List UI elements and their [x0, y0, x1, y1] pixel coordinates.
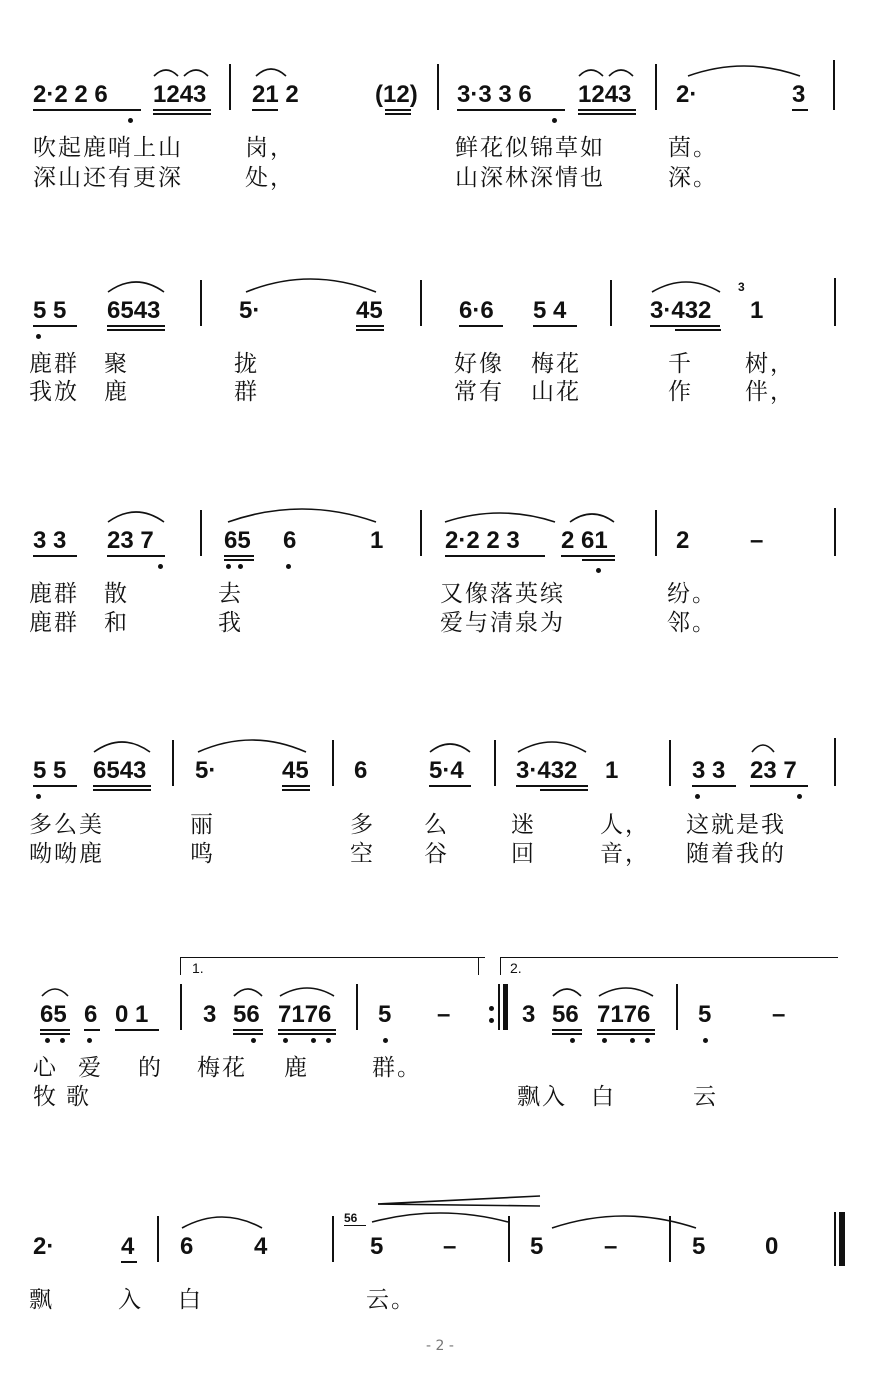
slur — [599, 988, 653, 996]
slur — [372, 1213, 508, 1222]
volta-label: 2. — [510, 960, 522, 976]
lyric-verse2: 鹿群 — [29, 610, 79, 636]
note-group: 45 — [282, 757, 309, 784]
note-group: 6543 — [107, 297, 161, 324]
note-group: 23 7 — [107, 527, 154, 554]
note-group: 5 — [698, 1001, 712, 1028]
hairpin — [378, 1196, 540, 1204]
lyric-verse1: 吹起鹿哨上山 — [33, 135, 183, 161]
page-number: - 2 - — [426, 1338, 454, 1354]
note-group: 56 — [552, 1001, 579, 1028]
slur — [154, 70, 178, 76]
slur — [552, 1216, 696, 1228]
lyric-verse1: 好像 — [454, 351, 504, 377]
note-group: 4 — [121, 1233, 135, 1260]
lyric-verse1: 飘 — [29, 1287, 54, 1313]
note-group: 2 61 — [561, 527, 608, 554]
note-group: 1 — [750, 297, 764, 324]
lyric-verse2: 山花 — [531, 379, 581, 405]
lyric-verse2: 白 — [591, 1084, 616, 1110]
lyric-verse1: 茵。 — [668, 135, 718, 161]
lyric-verse1: 入 — [118, 1287, 143, 1313]
measure-number: (12) — [375, 81, 418, 108]
slur — [42, 989, 68, 996]
lyric-verse2: 空 — [350, 841, 375, 867]
note-group: 45 — [356, 297, 383, 324]
lyric-verse1: 又像落英缤 — [440, 581, 565, 607]
lyric-verse1: 云。 — [366, 1287, 416, 1313]
slur — [518, 742, 586, 752]
lyric-verse1: 的 — [138, 1055, 163, 1081]
lyric-verse1: 白 — [178, 1287, 203, 1313]
lyric-verse1: 迷 — [511, 812, 536, 838]
lyric-verse1: 纷。 — [667, 581, 717, 607]
lyric-verse1: 聚 — [104, 351, 129, 377]
slur — [688, 66, 800, 76]
note-group: 1243 — [153, 81, 207, 108]
lyric-verse2: 我放 — [29, 379, 79, 405]
slur — [234, 989, 262, 996]
lyric-verse1: 心 — [33, 1055, 58, 1081]
slur — [579, 70, 603, 76]
lyric-verse2: 山深林深情也 — [455, 165, 605, 191]
hairpin — [378, 1204, 540, 1206]
lyric-verse2: 谷 — [424, 841, 449, 867]
note-group: 56 — [233, 1001, 260, 1028]
note-group: 5 — [692, 1233, 706, 1260]
lyric-verse1: 鹿 — [284, 1055, 309, 1081]
lyric-verse1: 拢 — [234, 351, 259, 377]
lyric-verse2: 深山还有更深 — [33, 165, 183, 191]
lyric-verse2: 音， — [600, 841, 650, 867]
slur — [184, 70, 208, 76]
note-group: 6 — [84, 1001, 98, 1028]
grace-note: 3 — [738, 280, 745, 294]
slur — [752, 745, 774, 752]
note-group: 6 — [354, 757, 368, 784]
lyric-verse2: 深。 — [668, 165, 718, 191]
lyric-verse1: 么 — [424, 812, 449, 838]
slur — [256, 69, 286, 76]
lyric-verse1: 鲜花似锦草如 — [455, 135, 605, 161]
note-group: 0 — [765, 1233, 779, 1260]
lyric-verse2: 伴， — [745, 379, 795, 405]
lyric-verse1: 多么美 — [29, 812, 104, 838]
lyric-verse1: 梅花 — [531, 351, 581, 377]
slur — [652, 282, 720, 292]
lyric-verse2: 随着我的 — [686, 841, 786, 867]
lyric-verse1: 散 — [104, 581, 129, 607]
lyric-verse2: 鹿 — [104, 379, 129, 405]
note-group: 3·432 — [650, 297, 712, 324]
note-group: 7176 — [597, 1001, 651, 1028]
note-group: 2 — [676, 527, 690, 554]
note-group: 6 — [180, 1233, 194, 1260]
lyric-verse1: 去 — [218, 581, 243, 607]
note-group: 3·432 — [516, 757, 578, 784]
note-group: 6543 — [93, 757, 147, 784]
note-group: 23 7 — [750, 757, 797, 784]
note-group: 2· — [33, 1233, 55, 1260]
volta-label: 1. — [192, 960, 204, 976]
note-group: 5 5 — [33, 297, 67, 324]
lyric-verse2: 和 — [104, 610, 129, 636]
note-group: 4 — [254, 1233, 268, 1260]
slur — [570, 514, 614, 522]
slur — [108, 512, 164, 522]
note-group: 65 — [40, 1001, 67, 1028]
note-group: 7176 — [278, 1001, 332, 1028]
note-group: – — [443, 1233, 457, 1260]
note-group: 21 2 — [252, 81, 299, 108]
note-group: 2·2 2 3 — [445, 527, 520, 554]
lyric-verse2: 处， — [245, 165, 295, 191]
lyric-verse2: 邻。 — [667, 610, 717, 636]
lyric-verse2: 回 — [511, 841, 536, 867]
lyric-verse1: 丽 — [190, 812, 215, 838]
lyric-verse2: 鸣 — [190, 841, 215, 867]
note-group: 5· — [195, 757, 217, 784]
note-group: 5 — [378, 1001, 392, 1028]
lyric-verse1: 鹿群 — [29, 351, 79, 377]
note-group: – — [437, 1001, 451, 1028]
note-group: 3 3 — [692, 757, 726, 784]
note-group: 3 — [203, 1001, 217, 1028]
note-group: 3 3 — [33, 527, 67, 554]
note-group: 5·4 — [429, 757, 464, 784]
lyric-verse2: 牧 — [33, 1084, 58, 1110]
lyric-verse1: 多 — [350, 812, 375, 838]
slur — [108, 282, 164, 292]
lyric-verse1: 鹿群 — [29, 581, 79, 607]
note-group: 3 — [792, 81, 806, 108]
note-group: – — [750, 527, 764, 554]
lyric-verse2: 常有 — [454, 379, 504, 405]
lyric-verse2: 群 — [234, 379, 259, 405]
note-group: 0 1 — [115, 1001, 149, 1028]
lyric-verse2: 爱与清泉为 — [440, 610, 565, 636]
lyric-verse2: 呦呦鹿 — [29, 841, 104, 867]
lyric-verse1: 千 — [668, 351, 693, 377]
slur — [609, 70, 633, 76]
slur — [445, 513, 555, 522]
note-group: 2· — [676, 81, 698, 108]
slur — [182, 1217, 262, 1228]
slur — [94, 742, 150, 752]
note-group: 5 4 — [533, 297, 567, 324]
lyric-verse1: 人， — [600, 812, 650, 838]
slur — [246, 279, 376, 292]
slur — [553, 989, 581, 996]
lyric-verse2: 作 — [668, 379, 693, 405]
note-group: 65 — [224, 527, 251, 554]
note-group: 5 — [530, 1233, 544, 1260]
note-group: – — [604, 1233, 618, 1260]
note-group: – — [772, 1001, 786, 1028]
grace-note: 56 — [344, 1211, 358, 1225]
note-group: 1 — [370, 527, 384, 554]
note-group: 6 — [283, 527, 297, 554]
note-group: 3 — [522, 1001, 536, 1028]
note-group: 5 5 — [33, 757, 67, 784]
lyric-verse2: 云 — [693, 1084, 718, 1110]
lyric-verse2: 歌 — [66, 1084, 91, 1110]
note-group: 6·6 — [459, 297, 494, 324]
lyric-verse1: 爱 — [78, 1055, 103, 1081]
note-group: 1243 — [578, 81, 632, 108]
slur — [198, 740, 306, 752]
slur — [228, 509, 376, 522]
note-group: 5 — [370, 1233, 384, 1260]
lyric-verse1: 梅花 — [197, 1055, 247, 1081]
slur — [280, 988, 334, 996]
note-group: 1 — [605, 757, 619, 784]
lyric-verse1: 岗， — [245, 135, 295, 161]
note-group: 3·3 3 6 — [457, 81, 532, 108]
note-group: 2·2 2 6 — [33, 81, 108, 108]
lyric-verse1: 这就是我 — [686, 812, 786, 838]
slur — [430, 744, 470, 752]
lyric-verse2: 飘入 — [517, 1084, 567, 1110]
lyric-verse2: 我 — [218, 610, 243, 636]
note-group: 5· — [239, 297, 261, 324]
lyric-verse1: 树， — [745, 351, 795, 377]
lyric-verse1: 群。 — [372, 1055, 422, 1081]
